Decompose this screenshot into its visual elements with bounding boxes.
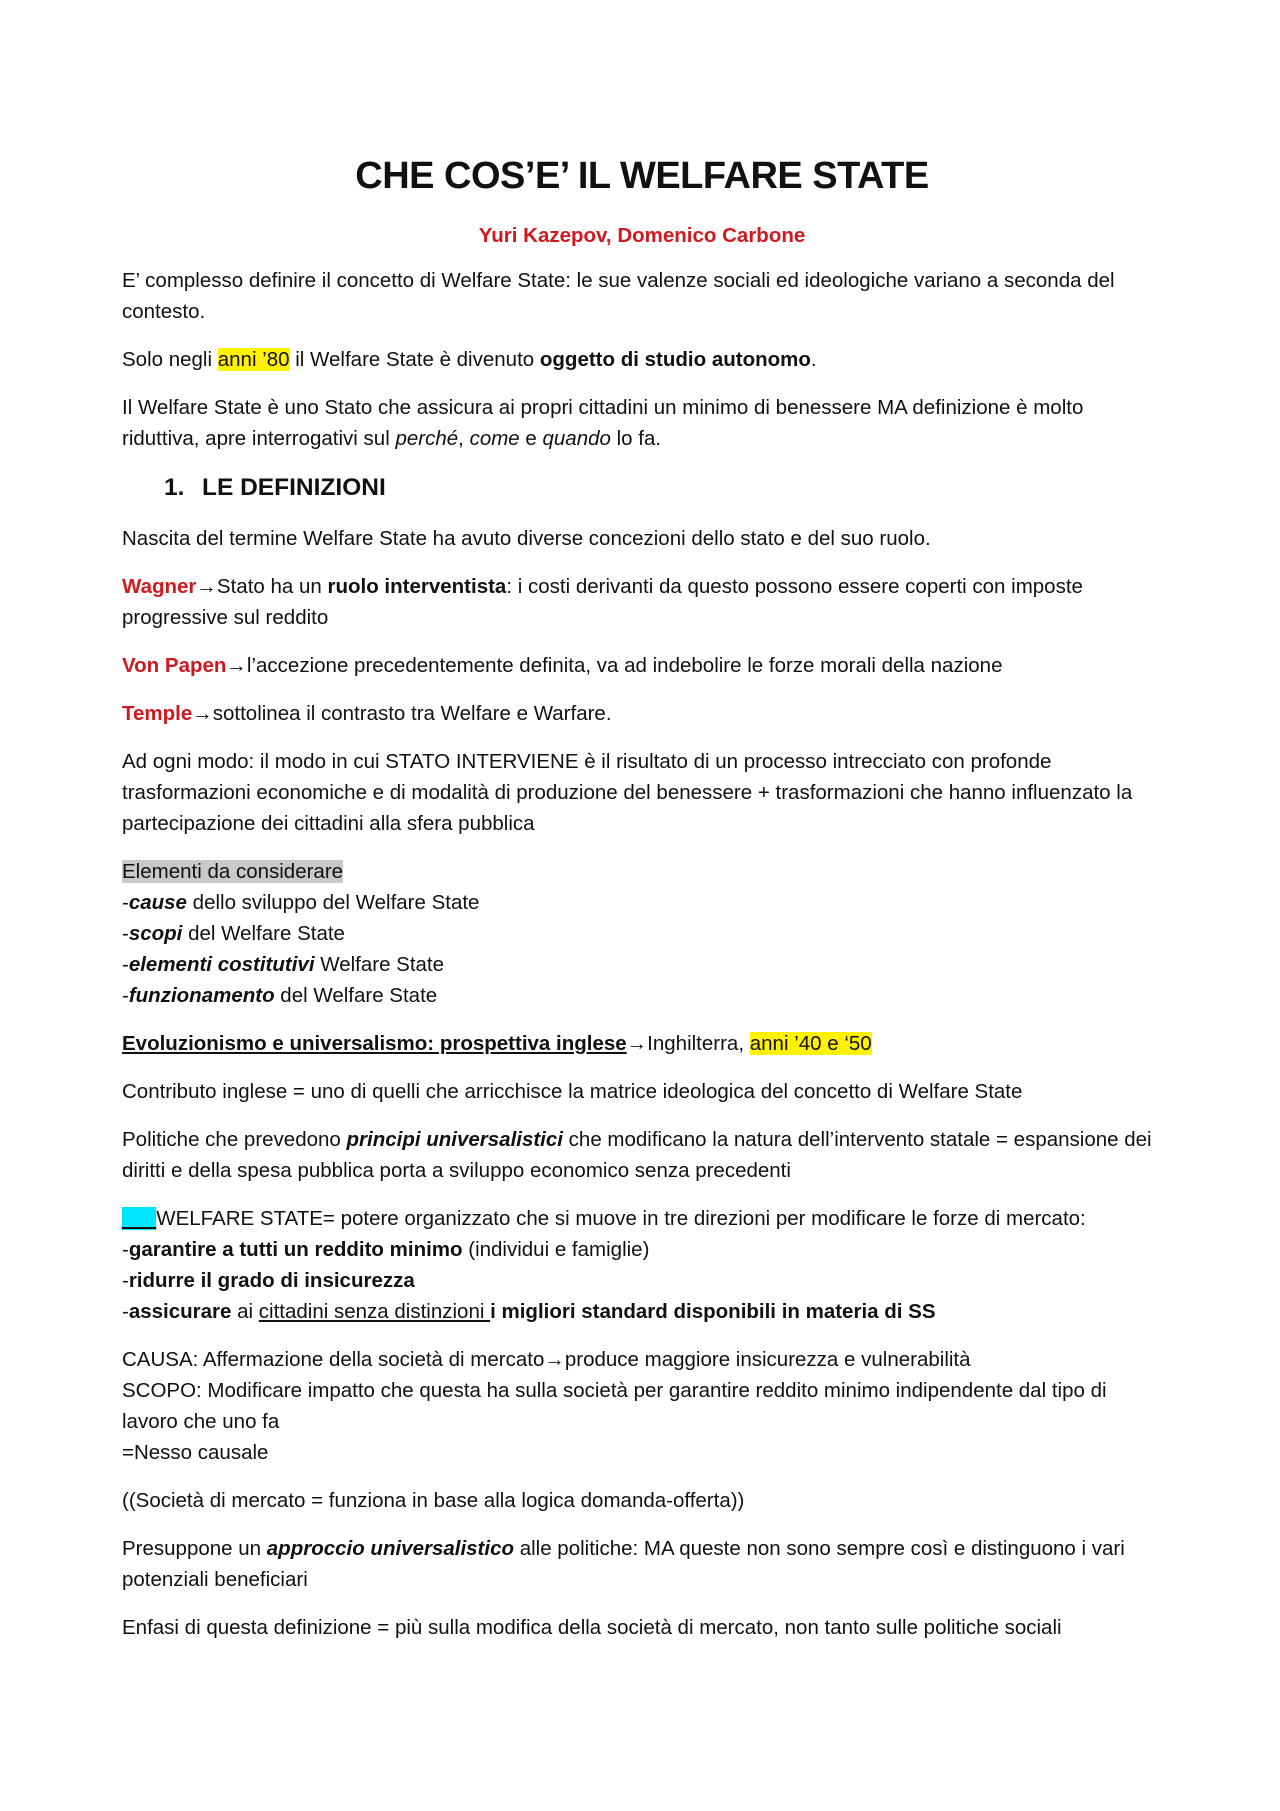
arrow-right-icon: →	[626, 1032, 648, 1055]
arrow-right-icon: →	[544, 1348, 565, 1371]
highlight-anni-80: anni ’80	[217, 348, 290, 371]
paragraph-wagner: Wagner→Stato ha un ruolo interventista: i costi derivanti da questo possono essere coperti con imposte progressive sul reddito	[122, 575, 1083, 629]
name-von-papen: Von Papen	[122, 654, 227, 677]
paragraph-societa-mercato: ((Società di mercato = funziona in base alla logica domanda-offerta))	[122, 1489, 745, 1512]
paragraph-enfasi: Enfasi di questa definizione = più sulla modifica della società di mercato, non tanto sulle politiche sociali	[122, 1616, 1062, 1639]
arrow-right-icon: →	[226, 654, 247, 677]
paragraph-presuppone: Presuppone un approccio universalistico alle politiche: MA queste non sono sempre così e distinguono i vari potenziali beneficiari	[122, 1537, 1125, 1591]
cyan-marker: ___	[122, 1207, 157, 1230]
paragraph-von-papen: Von Papen→l’accezione precedentemente definita, va ad indebolire le forze morali della nazione	[122, 654, 1003, 677]
paragraph-politiche: Politiche che prevedono principi universalistici che modificano la natura dell’intervento statale = espansione dei diritti e della spesa pubblica porta a sviluppo economico senza precedenti	[122, 1128, 1152, 1182]
section-heading-definizioni: 1. LE DEFINIZIONI	[164, 474, 386, 501]
paragraph-contributo: Contributo inglese = uno di quelli che arricchisce la matrice ideologica del concetto di Welfare State	[122, 1080, 1023, 1103]
intro-paragraph-3: Il Welfare State è uno Stato che assicura ai propri cittadini un minimo di benessere MA definizione è molto riduttiva, apre interrogativi sul perché, come e quando lo fa.	[122, 396, 1084, 450]
arrow-right-icon: →	[192, 702, 213, 725]
elements-heading: Elementi da considerare	[122, 860, 344, 883]
list-item: -scopi del Welfare State	[122, 922, 345, 945]
intro-paragraph-1: E’ complesso definire il concetto di Welfare State: le sue valenze sociali ed ideologiche variano a seconda del contesto.	[122, 269, 1115, 323]
highlight-anni-40-50: anni ’40 e ‘50	[749, 1032, 872, 1055]
list-item: -ridurre il grado di insicurezza	[122, 1269, 415, 1292]
paragraph-nascita: Nascita del termine Welfare State ha avuto diverse concezioni dello stato e del suo ruolo.	[122, 527, 931, 550]
scopo-line: SCOPO: Modificare impatto che questa ha sulla società per garantire reddito minimo indipendente dal tipo di lavoro che uno fa	[122, 1379, 1107, 1433]
nesso-line: =Nesso causale	[122, 1441, 269, 1464]
document-authors: Yuri Kazepov, Domenico Carbone	[478, 224, 806, 247]
paragraph-temple: Temple→sottolinea il contrasto tra Welfare e Warfare.	[122, 702, 612, 725]
welfare-state-definition: ___WELFARE STATE= potere organizzato che si muove in tre direzioni per modificare le forze di mercato: -garantire a tutti un reddito minimo (individui e famiglie) -ridurre il grado di insicurezza -assicurare ai cittadini senza distinzioni i migliori standard disponibili in materia di SS	[122, 1203, 1162, 1327]
elements-list	[122, 856, 1162, 1011]
intro-paragraph-2: Solo negli anni ’80 il Welfare State è divenuto oggetto di studio autonomo.	[122, 348, 817, 371]
list-item: -assicurare ai cittadini senza distinzioni i migliori standard disponibili in materia di SS	[122, 1300, 936, 1323]
list-item: -cause dello sviluppo del Welfare State	[122, 891, 480, 914]
paragraph-ad-ogni-modo: Ad ogni modo: il modo in cui STATO INTERVIENE è il risultato di un processo intrecciato con profonde trasformazioni economiche e di modalità di produzione del benessere + trasformazioni che hanno influenzato la partecipazione dei cittadini alla sfera pubblica	[122, 750, 1133, 835]
name-temple: Temple	[122, 702, 193, 725]
list-item: -garantire a tutti un reddito minimo (individui e famiglie)	[122, 1238, 650, 1261]
subheading-evoluzionismo: Evoluzionismo e universalismo: prospettiva inglese→Inghilterra, anni ’40 e ‘50	[122, 1032, 872, 1055]
document-title: CHE COS’E’ IL WELFARE STATE	[355, 155, 929, 197]
list-item: -elementi costitutivi Welfare State	[122, 953, 445, 976]
arrow-right-icon: →	[196, 575, 217, 598]
name-wagner: Wagner	[122, 575, 197, 598]
causa-scopo-block	[122, 1344, 1162, 1468]
causa-line: CAUSA: Affermazione della società di mercato→produce maggiore insicurezza e vulnerabilità	[122, 1348, 971, 1371]
list-item: -funzionamento del Welfare State	[122, 984, 438, 1007]
document-content	[122, 150, 1162, 1660]
